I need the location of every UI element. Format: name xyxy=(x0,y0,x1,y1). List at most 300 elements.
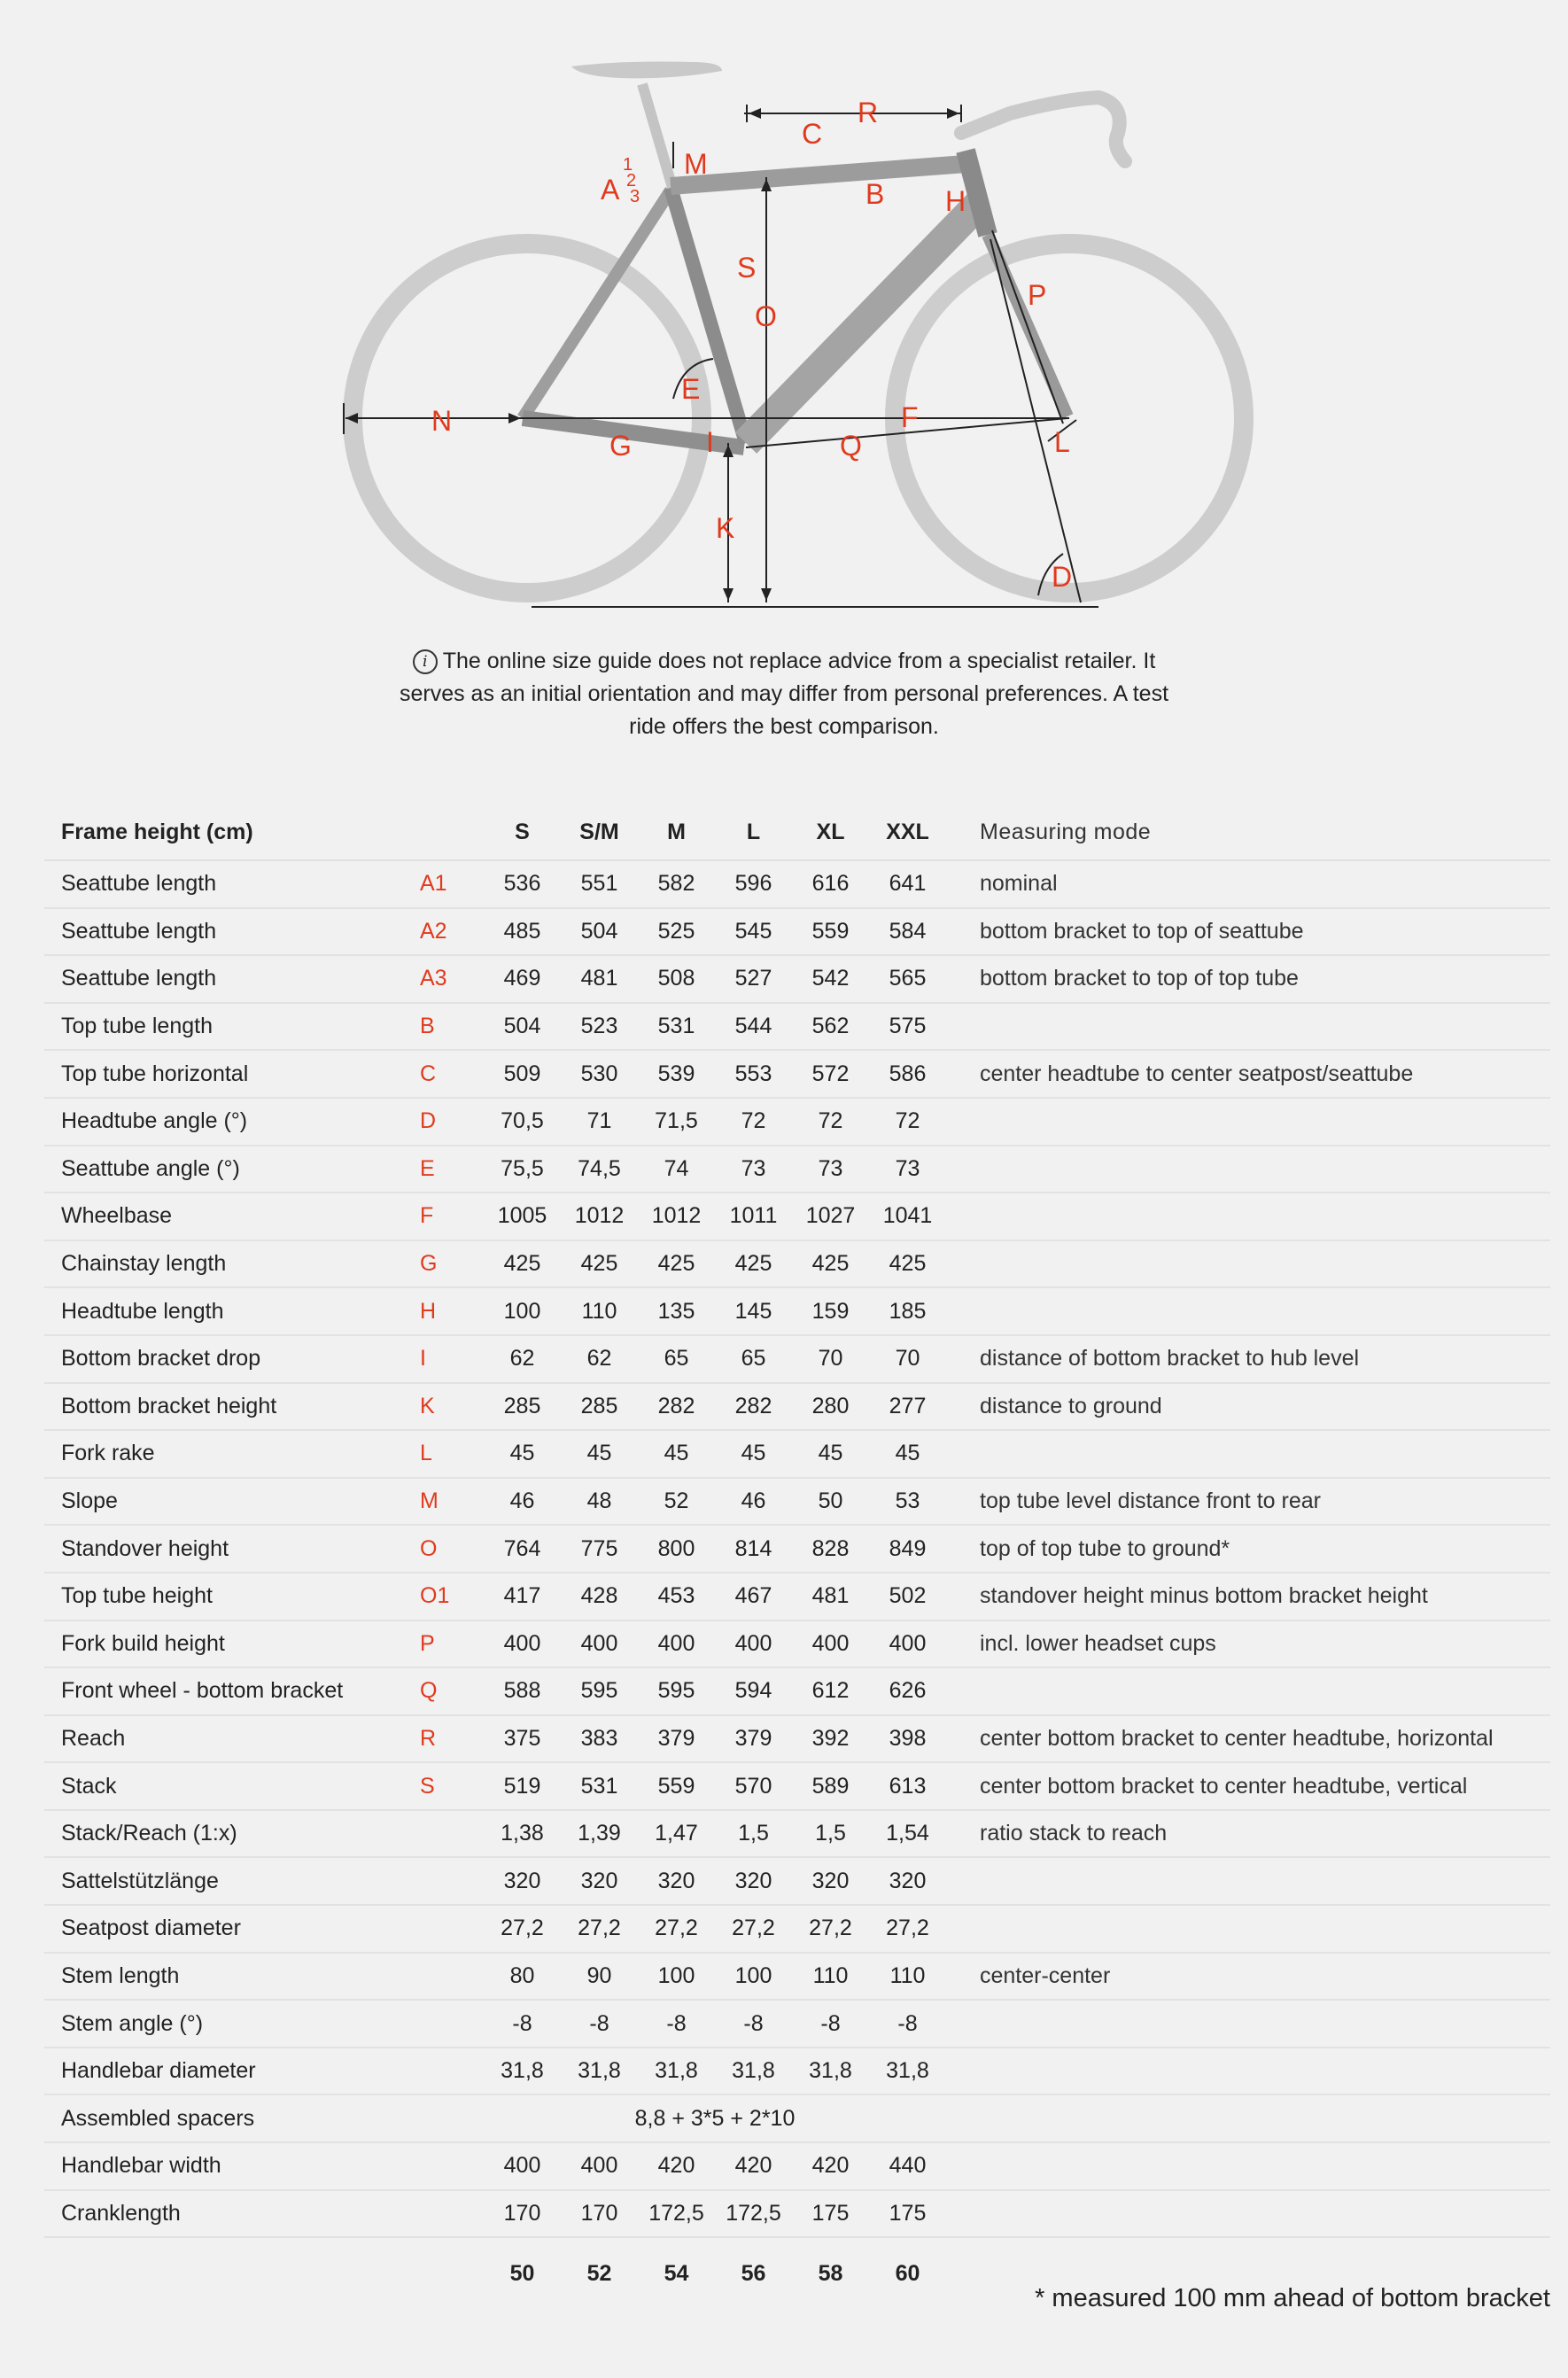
table-row xyxy=(44,2142,1550,2190)
row-code xyxy=(420,1857,484,1905)
row-value: 75,5 xyxy=(484,1146,561,1193)
row-code: G xyxy=(420,1240,484,1288)
row-value: 52 xyxy=(638,1478,715,1526)
row-value: 73 xyxy=(869,1146,946,1193)
label-g: G xyxy=(609,430,632,462)
row-measuring-mode: center bottom bracket to center headtube, vertical xyxy=(946,1762,1550,1810)
row-value: 425 xyxy=(869,1240,946,1288)
row-measuring-mode xyxy=(946,1098,1550,1146)
row-value: 170 xyxy=(484,2190,561,2238)
row-value: 595 xyxy=(638,1667,715,1715)
row-value: 27,2 xyxy=(638,1905,715,1953)
label-k: K xyxy=(716,512,735,544)
row-value: 74 xyxy=(638,1146,715,1193)
row-value: 531 xyxy=(561,1762,638,1810)
row-value: 400 xyxy=(638,1620,715,1668)
table-row xyxy=(44,2000,1550,2048)
row-value: 527 xyxy=(715,955,792,1003)
row-value: 595 xyxy=(561,1667,638,1715)
row-value: 575 xyxy=(869,1003,946,1051)
row-measuring-mode xyxy=(946,1003,1550,1051)
row-value: 320 xyxy=(869,1857,946,1905)
row-label: Chainstay length xyxy=(44,1240,420,1288)
row-value: 45 xyxy=(638,1430,715,1478)
table-row xyxy=(44,1762,1550,1810)
row-value: 467 xyxy=(715,1573,792,1620)
saddle xyxy=(571,62,722,79)
row-code: A1 xyxy=(420,860,484,908)
row-code: D xyxy=(420,1098,484,1146)
row-value: 31,8 xyxy=(869,2048,946,2095)
table-row xyxy=(44,1193,1550,1240)
row-value: 1,47 xyxy=(638,1810,715,1858)
row-value: 1011 xyxy=(715,1193,792,1240)
table-row xyxy=(44,1050,1550,1098)
row-value-span: 8,8 + 3*5 + 2*10 xyxy=(484,2094,946,2142)
row-value: 100 xyxy=(484,1287,561,1335)
row-code xyxy=(420,2142,484,2190)
row-measuring-mode xyxy=(946,1146,1550,1193)
table-row xyxy=(44,1430,1550,1478)
row-label: Bottom bracket height xyxy=(44,1383,420,1431)
row-value: 1012 xyxy=(638,1193,715,1240)
down-tube xyxy=(746,204,979,443)
row-value: 145 xyxy=(715,1287,792,1335)
row-value: 586 xyxy=(869,1050,946,1098)
row-measuring-mode xyxy=(946,2000,1550,2048)
header-size: S/M xyxy=(561,804,638,860)
row-value: 588 xyxy=(484,1667,561,1715)
row-value: 481 xyxy=(561,955,638,1003)
row-value: 159 xyxy=(792,1287,869,1335)
label-a3: 3 xyxy=(630,187,640,206)
row-label: Headtube angle (°) xyxy=(44,1098,420,1146)
disclaimer-notice xyxy=(390,645,1178,743)
row-value: 504 xyxy=(561,908,638,956)
row-value: 392 xyxy=(792,1715,869,1763)
row-value: 320 xyxy=(638,1857,715,1905)
row-value: 425 xyxy=(715,1240,792,1288)
row-value: 502 xyxy=(869,1573,946,1620)
row-measuring-mode: bottom bracket to top of seattube xyxy=(946,908,1550,956)
table-row xyxy=(44,1573,1550,1620)
row-label: Fork build height xyxy=(44,1620,420,1668)
bike-geometry-diagram xyxy=(0,0,1568,638)
row-value: 65 xyxy=(715,1335,792,1383)
row-value: 1027 xyxy=(792,1193,869,1240)
row-label: Reach xyxy=(44,1715,420,1763)
row-value: 72 xyxy=(792,1098,869,1146)
row-value: 31,8 xyxy=(792,2048,869,2095)
row-value: 523 xyxy=(561,1003,638,1051)
row-value: -8 xyxy=(792,2000,869,2048)
row-code xyxy=(420,2190,484,2238)
row-value: 525 xyxy=(638,908,715,956)
row-value: 596 xyxy=(715,860,792,908)
row-value: 398 xyxy=(869,1715,946,1763)
header-size: XL xyxy=(792,804,869,860)
row-code: S xyxy=(420,1762,484,1810)
row-value: 379 xyxy=(638,1715,715,1763)
row-value: 46 xyxy=(484,1478,561,1526)
row-label: Stem angle (°) xyxy=(44,2000,420,2048)
header-size: L xyxy=(715,804,792,860)
row-measuring-mode xyxy=(946,2048,1550,2095)
table-row xyxy=(44,1953,1550,2001)
row-value: 110 xyxy=(792,1953,869,2001)
row-measuring-mode: bottom bracket to top of top tube xyxy=(946,955,1550,1003)
row-value: 71 xyxy=(561,1098,638,1146)
row-value: 570 xyxy=(715,1762,792,1810)
row-value: 90 xyxy=(561,1953,638,2001)
table-row xyxy=(44,1905,1550,1953)
row-value: 616 xyxy=(792,860,869,908)
row-value: 100 xyxy=(638,1953,715,2001)
row-value: 420 xyxy=(792,2142,869,2190)
row-value: 1012 xyxy=(561,1193,638,1240)
row-value: 545 xyxy=(715,908,792,956)
row-value: 27,2 xyxy=(869,1905,946,1953)
row-value: 53 xyxy=(869,1478,946,1526)
row-value: 277 xyxy=(869,1383,946,1431)
row-value: 45 xyxy=(792,1430,869,1478)
row-value: 400 xyxy=(484,2142,561,2190)
row-value: 536 xyxy=(484,860,561,908)
row-value: 589 xyxy=(792,1762,869,1810)
row-value: 383 xyxy=(561,1715,638,1763)
row-value: 65 xyxy=(638,1335,715,1383)
row-value: 509 xyxy=(484,1050,561,1098)
row-value: 1,5 xyxy=(715,1810,792,1858)
row-value: 508 xyxy=(638,955,715,1003)
row-value: 775 xyxy=(561,1525,638,1573)
row-value: 1,5 xyxy=(792,1810,869,1858)
row-label: Handlebar width xyxy=(44,2142,420,2190)
row-value: 582 xyxy=(638,860,715,908)
row-value: 612 xyxy=(792,1667,869,1715)
footer-empty xyxy=(420,2237,484,2309)
row-value: 400 xyxy=(484,1620,561,1668)
row-label: Top tube length xyxy=(44,1003,420,1051)
label-d: D xyxy=(1052,561,1073,593)
row-measuring-mode: center bottom bracket to center headtube, horizontal xyxy=(946,1715,1550,1763)
row-label: Standover height xyxy=(44,1525,420,1573)
label-a2: 2 xyxy=(626,171,637,190)
row-value: 280 xyxy=(792,1383,869,1431)
row-value: 27,2 xyxy=(484,1905,561,1953)
row-label: Handlebar diameter xyxy=(44,2048,420,2095)
row-value: 282 xyxy=(715,1383,792,1431)
row-code xyxy=(420,2094,484,2142)
row-value: 400 xyxy=(869,1620,946,1668)
label-e: E xyxy=(681,373,701,405)
row-value: 800 xyxy=(638,1525,715,1573)
row-value: 420 xyxy=(715,2142,792,2190)
row-label: Seattube angle (°) xyxy=(44,1146,420,1193)
row-code xyxy=(420,1810,484,1858)
table-row xyxy=(44,1857,1550,1905)
row-value: 285 xyxy=(484,1383,561,1431)
label-f: F xyxy=(901,401,919,433)
row-value: 553 xyxy=(715,1050,792,1098)
row-value: 379 xyxy=(715,1715,792,1763)
header-frame-height: Frame height (cm) xyxy=(44,804,420,860)
row-value: 417 xyxy=(484,1573,561,1620)
row-value: 50 xyxy=(792,1478,869,1526)
row-value: 27,2 xyxy=(561,1905,638,1953)
row-measuring-mode: top of top tube to ground* xyxy=(946,1525,1550,1573)
row-value: 481 xyxy=(792,1573,869,1620)
top-tube xyxy=(671,164,966,186)
row-value: 539 xyxy=(638,1050,715,1098)
table-header-row xyxy=(44,804,1550,860)
row-value: 31,8 xyxy=(484,2048,561,2095)
row-value: 469 xyxy=(484,955,561,1003)
row-value: 375 xyxy=(484,1715,561,1763)
row-value: -8 xyxy=(638,2000,715,2048)
row-measuring-mode xyxy=(946,1287,1550,1335)
table-row xyxy=(44,1478,1550,1526)
row-measuring-mode xyxy=(946,1857,1550,1905)
row-code: H xyxy=(420,1287,484,1335)
footer-frame-size: 54 xyxy=(664,2260,689,2286)
row-value: 320 xyxy=(792,1857,869,1905)
row-value: 48 xyxy=(561,1478,638,1526)
row-value: -8 xyxy=(869,2000,946,2048)
row-label: Bottom bracket drop xyxy=(44,1335,420,1383)
row-value: 70 xyxy=(869,1335,946,1383)
row-value: 71,5 xyxy=(638,1098,715,1146)
row-value: 400 xyxy=(561,1620,638,1668)
row-value: 594 xyxy=(715,1667,792,1715)
row-value: 562 xyxy=(792,1003,869,1051)
row-label: Stack xyxy=(44,1762,420,1810)
table-row xyxy=(44,2048,1550,2095)
row-label: Seattube length xyxy=(44,860,420,908)
row-measuring-mode: distance to ground xyxy=(946,1383,1550,1431)
footer-empty xyxy=(44,2237,420,2309)
label-o: O xyxy=(755,300,777,332)
row-measuring-mode: nominal xyxy=(946,860,1550,908)
row-value: 1,38 xyxy=(484,1810,561,1858)
row-value: 1,39 xyxy=(561,1810,638,1858)
row-value: 425 xyxy=(792,1240,869,1288)
table-row xyxy=(44,1525,1550,1573)
row-value: 110 xyxy=(869,1953,946,2001)
label-s: S xyxy=(737,252,757,284)
row-value: -8 xyxy=(561,2000,638,2048)
label-m: M xyxy=(684,148,708,180)
row-code: O xyxy=(420,1525,484,1573)
row-value: 74,5 xyxy=(561,1146,638,1193)
row-value: 80 xyxy=(484,1953,561,2001)
table-row xyxy=(44,1383,1550,1431)
row-code: K xyxy=(420,1383,484,1431)
row-value: 559 xyxy=(638,1762,715,1810)
row-value: 641 xyxy=(869,860,946,908)
label-i: I xyxy=(706,426,714,458)
table-row xyxy=(44,1003,1550,1051)
row-label: Sattelstützlänge xyxy=(44,1857,420,1905)
label-l: L xyxy=(1054,426,1070,458)
header-size: M xyxy=(638,804,715,860)
row-value: 285 xyxy=(561,1383,638,1431)
row-value: 46 xyxy=(715,1478,792,1526)
header-measuring-mode: Measuring mode xyxy=(946,804,1550,860)
row-value: 565 xyxy=(869,955,946,1003)
row-code xyxy=(420,1905,484,1953)
table-row xyxy=(44,1335,1550,1383)
table-row xyxy=(44,2190,1550,2238)
row-measuring-mode xyxy=(946,1240,1550,1288)
row-value: -8 xyxy=(715,2000,792,2048)
label-q: Q xyxy=(840,430,862,462)
row-value: 45 xyxy=(561,1430,638,1478)
row-value: 185 xyxy=(869,1287,946,1335)
row-label: Stem length xyxy=(44,1953,420,2001)
disclaimer-text: The online size guide does not replace advice from a specialist retailer. It serves as an initial orientation and may differ from personal preferences. A test ride offers the best comparison. xyxy=(399,649,1169,739)
footer-frame-size: 52 xyxy=(586,2260,612,2286)
row-value: 400 xyxy=(561,2142,638,2190)
row-code: B xyxy=(420,1003,484,1051)
footer-frame-size: 58 xyxy=(818,2260,843,2286)
row-measuring-mode xyxy=(946,2190,1550,2238)
row-measuring-mode: distance of bottom bracket to hub level xyxy=(946,1335,1550,1383)
row-value: 320 xyxy=(484,1857,561,1905)
row-measuring-mode xyxy=(946,2094,1550,2142)
label-c: C xyxy=(802,118,823,150)
row-value: 559 xyxy=(792,908,869,956)
table-row xyxy=(44,860,1550,908)
row-value: 70 xyxy=(792,1335,869,1383)
header-size: XXL xyxy=(869,804,946,860)
footer-frame-size: 50 xyxy=(509,2260,535,2286)
row-measuring-mode xyxy=(946,2142,1550,2190)
label-p: P xyxy=(1028,279,1047,311)
row-value: 170 xyxy=(561,2190,638,2238)
row-code xyxy=(420,2048,484,2095)
row-value: 110 xyxy=(561,1287,638,1335)
geometry-table xyxy=(44,804,1550,2309)
row-label: Cranklength xyxy=(44,2190,420,2238)
row-measuring-mode: ratio stack to reach xyxy=(946,1810,1550,1858)
row-value: 814 xyxy=(715,1525,792,1573)
row-value: 31,8 xyxy=(638,2048,715,2095)
label-b: B xyxy=(866,178,885,210)
row-value: 72 xyxy=(869,1098,946,1146)
footnote: * measured 100 mm ahead of bottom bracket xyxy=(1035,2284,1550,2312)
row-code: M xyxy=(420,1478,484,1526)
row-value: 530 xyxy=(561,1050,638,1098)
row-value: 172,5 xyxy=(715,2190,792,2238)
row-value: 320 xyxy=(561,1857,638,1905)
row-value: 172,5 xyxy=(638,2190,715,2238)
row-value: 282 xyxy=(638,1383,715,1431)
row-value: 1005 xyxy=(484,1193,561,1240)
row-value: 31,8 xyxy=(715,2048,792,2095)
row-value: 584 xyxy=(869,908,946,956)
row-value: 531 xyxy=(638,1003,715,1051)
row-label: Stack/Reach (1:x) xyxy=(44,1810,420,1858)
row-value: 45 xyxy=(869,1430,946,1478)
label-h: H xyxy=(945,185,966,217)
row-value: 31,8 xyxy=(561,2048,638,2095)
handlebar xyxy=(961,97,1125,161)
row-value: 73 xyxy=(792,1146,869,1193)
label-a: A xyxy=(601,174,620,206)
row-code: R xyxy=(420,1715,484,1763)
header-size: S xyxy=(484,804,561,860)
row-label: Seattube length xyxy=(44,955,420,1003)
row-value: 70,5 xyxy=(484,1098,561,1146)
row-code: P xyxy=(420,1620,484,1668)
row-value: 425 xyxy=(484,1240,561,1288)
row-value: 544 xyxy=(715,1003,792,1051)
row-value: 626 xyxy=(869,1667,946,1715)
row-value: 613 xyxy=(869,1762,946,1810)
row-value: 100 xyxy=(715,1953,792,2001)
seatpost xyxy=(642,84,673,190)
label-n: N xyxy=(431,405,453,437)
row-value: 519 xyxy=(484,1762,561,1810)
row-value: 175 xyxy=(792,2190,869,2238)
table-row xyxy=(44,1146,1550,1193)
row-measuring-mode: center-center xyxy=(946,1953,1550,2001)
row-label: Fork rake xyxy=(44,1430,420,1478)
row-value: 542 xyxy=(792,955,869,1003)
row-label: Seatpost diameter xyxy=(44,1905,420,1953)
row-value: 428 xyxy=(561,1573,638,1620)
header-code xyxy=(420,804,484,860)
table-row xyxy=(44,1240,1550,1288)
row-value: 420 xyxy=(638,2142,715,2190)
row-value: 440 xyxy=(869,2142,946,2190)
row-value: 504 xyxy=(484,1003,561,1051)
row-label: Headtube length xyxy=(44,1287,420,1335)
row-code: L xyxy=(420,1430,484,1478)
row-measuring-mode: top tube level distance front to rear xyxy=(946,1478,1550,1526)
row-measuring-mode xyxy=(946,1430,1550,1478)
table-row xyxy=(44,1287,1550,1335)
row-value: 485 xyxy=(484,908,561,956)
row-label: Top tube horizontal xyxy=(44,1050,420,1098)
row-value: 135 xyxy=(638,1287,715,1335)
row-value: 73 xyxy=(715,1146,792,1193)
row-value: 828 xyxy=(792,1525,869,1573)
row-value: 1041 xyxy=(869,1193,946,1240)
row-code: O1 xyxy=(420,1573,484,1620)
row-label: Front wheel - bottom bracket xyxy=(44,1667,420,1715)
row-value: 572 xyxy=(792,1050,869,1098)
row-label: Assembled spacers xyxy=(44,2094,420,2142)
row-measuring-mode: center headtube to center seatpost/seattube xyxy=(946,1050,1550,1098)
table-row xyxy=(44,1667,1550,1715)
row-measuring-mode: standover height minus bottom bracket height xyxy=(946,1573,1550,1620)
row-measuring-mode xyxy=(946,1667,1550,1715)
row-value: -8 xyxy=(484,2000,561,2048)
row-label: Slope xyxy=(44,1478,420,1526)
row-label: Wheelbase xyxy=(44,1193,420,1240)
row-value: 72 xyxy=(715,1098,792,1146)
table-row xyxy=(44,908,1550,956)
label-a1: 1 xyxy=(623,155,633,175)
row-code xyxy=(420,1953,484,2001)
table-row xyxy=(44,1810,1550,1858)
row-measuring-mode: incl. lower headset cups xyxy=(946,1620,1550,1668)
table-row xyxy=(44,1715,1550,1763)
row-code: Q xyxy=(420,1667,484,1715)
row-label: Top tube height xyxy=(44,1573,420,1620)
